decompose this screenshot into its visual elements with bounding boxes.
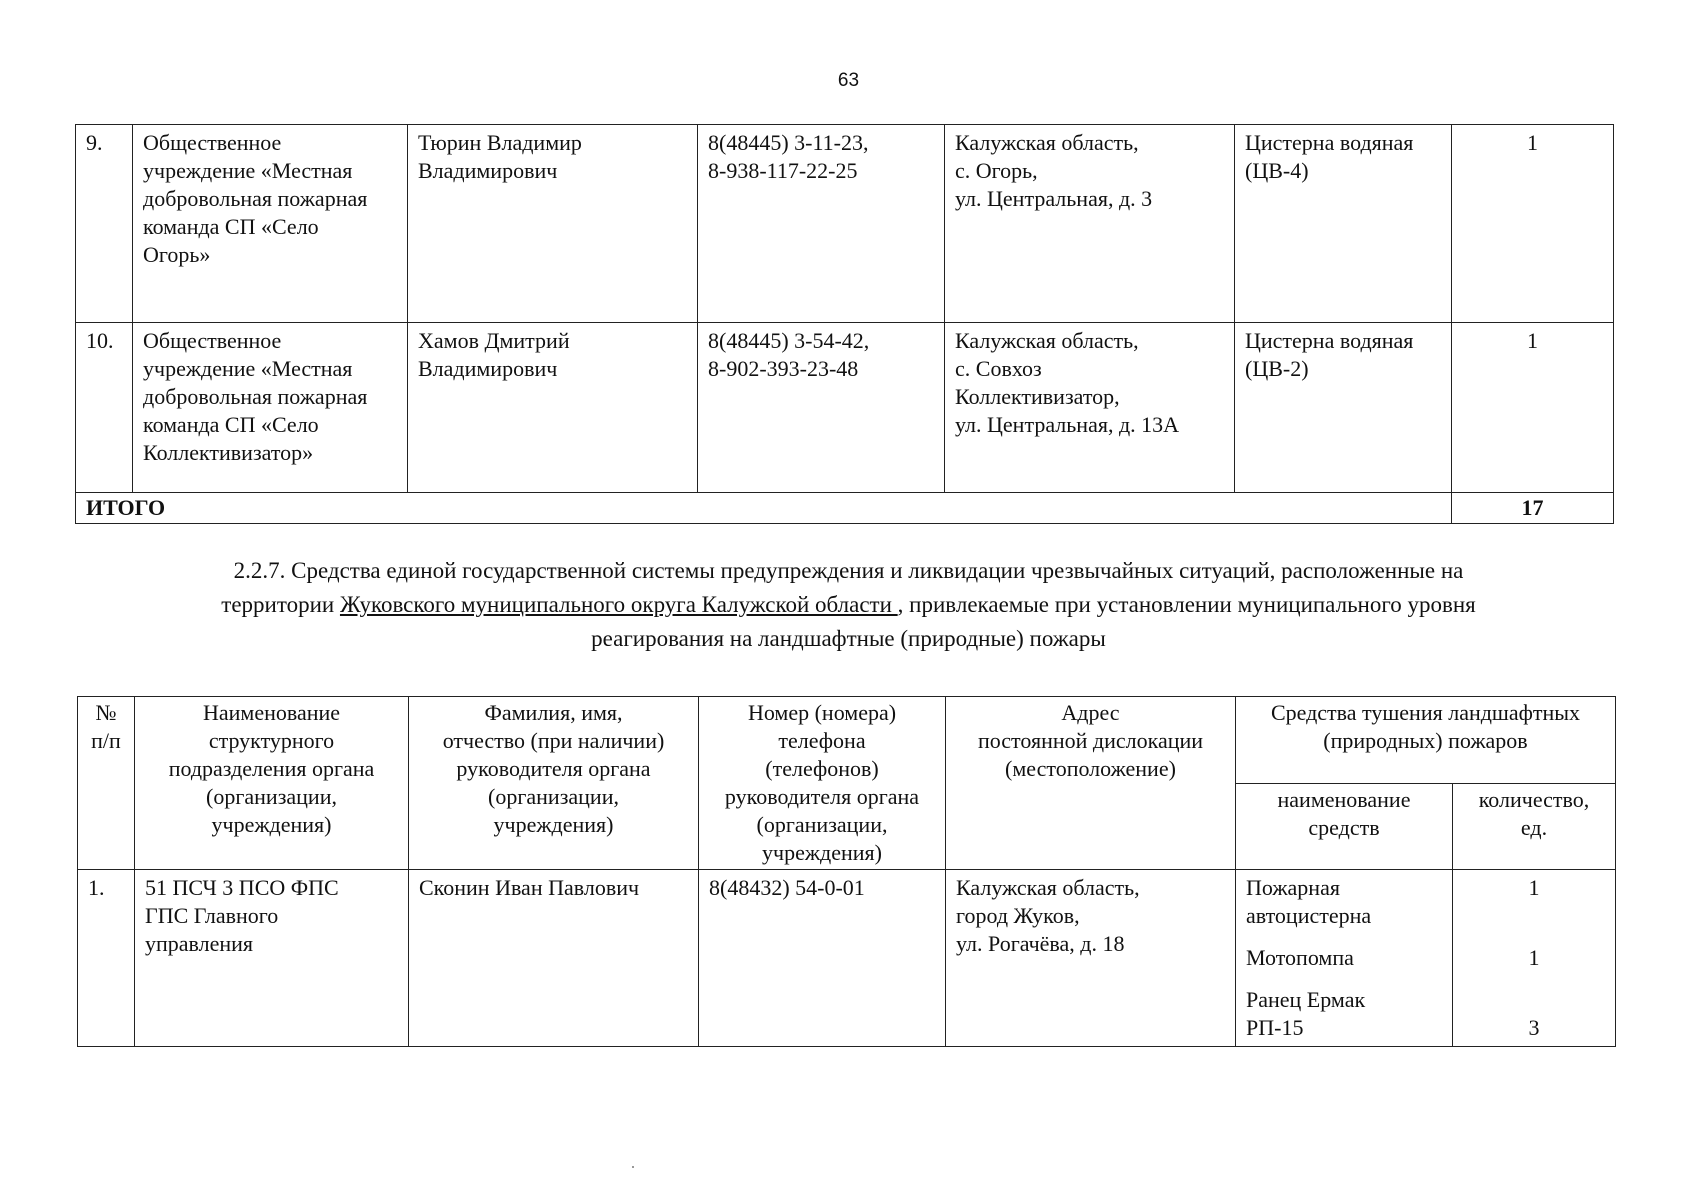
- table-row: [78, 870, 1616, 1047]
- means-name-list: Пожарная автоцистерна Мотопомпа Ранец Ермак РП-15: [1236, 870, 1453, 1047]
- phone-numbers: 8(48445) 3-11-23, 8-938-117-22-25: [698, 125, 945, 323]
- head-name: Тюрин Владимир Владимирович: [408, 125, 698, 323]
- section-title-line2: территории Жуковского муниципального округа Калужской области , привлекаемые при установлении муниципального уровня: [221, 592, 1476, 617]
- means-quantity: 1: [1452, 125, 1614, 323]
- header-organization: Наименование структурного подразделения органа (организации, учреждения): [135, 697, 409, 870]
- header-number: № п/п: [78, 697, 135, 870]
- municipality-name: Жуковского муниципального округа Калужской области: [339, 592, 898, 617]
- section-title-line3: реагирования на ландшафтные (природные) пожары: [591, 626, 1106, 651]
- total-row: [76, 493, 1614, 524]
- means-name: Цистерна водяная (ЦВ-2): [1235, 323, 1452, 493]
- table-row: [76, 323, 1614, 493]
- total-value: 17: [1452, 493, 1614, 524]
- total-label: ИТОГО: [76, 493, 1452, 524]
- phone-numbers: 8(48445) 3-54-42, 8-902-393-23-48: [698, 323, 945, 493]
- means-name: Цистерна водяная (ЦВ-4): [1235, 125, 1452, 323]
- organization-name: Общественное учреждение «Местная добровольная пожарная команда СП «Село Коллективизатор»: [133, 323, 408, 493]
- means-quantity-list: 1 1 3: [1453, 870, 1616, 1047]
- section-title: [80, 554, 1617, 656]
- head-name: Хамов Дмитрий Владимирович: [408, 323, 698, 493]
- fire-teams-table: [75, 124, 1614, 524]
- row-number: 10.: [76, 323, 133, 493]
- emergency-means-table: [77, 696, 1616, 1047]
- row-number: 1.: [78, 870, 135, 1047]
- header-row: [78, 697, 1616, 784]
- address: Калужская область, город Жуков, ул. Рогачёва, д. 18: [946, 870, 1236, 1047]
- table-row: [76, 125, 1614, 323]
- header-phone: Номер (номера) телефона (телефонов) руководителя органа (организации, учреждения): [699, 697, 946, 870]
- organization-name: Общественное учреждение «Местная добровольная пожарная команда СП «Село Огорь»: [133, 125, 408, 323]
- header-means-quantity: количество, ед.: [1453, 784, 1616, 870]
- address: Калужская область, с. Огорь, ул. Центральная, д. 3: [945, 125, 1235, 323]
- means-quantity: 1: [1452, 323, 1614, 493]
- header-address: Адрес постоянной дислокации (местоположение): [946, 697, 1236, 870]
- head-name: Сконин Иван Павлович: [409, 870, 699, 1047]
- organization-name: 51 ПСЧ 3 ПСО ФПС ГПС Главного управления: [135, 870, 409, 1047]
- phone-numbers: 8(48432) 54-0-01: [699, 870, 946, 1047]
- section-title-line1: 2.2.7. Средства единой государственной системы предупреждения и ликвидации чрезвычайных ситуаций, расположенные на: [233, 558, 1464, 583]
- header-means-group: Средства тушения ландшафтных (природных) пожаров: [1236, 697, 1616, 784]
- scan-artifact: [632, 1166, 634, 1168]
- row-number: 9.: [76, 125, 133, 323]
- page-number: 63: [837, 70, 860, 91]
- header-means-name: наименование средств: [1236, 784, 1453, 870]
- header-head-name: Фамилия, имя, отчество (при наличии) руководителя органа (организации, учреждения): [409, 697, 699, 870]
- address: Калужская область, с. Совхоз Коллективизатор, ул. Центральная, д. 13А: [945, 323, 1235, 493]
